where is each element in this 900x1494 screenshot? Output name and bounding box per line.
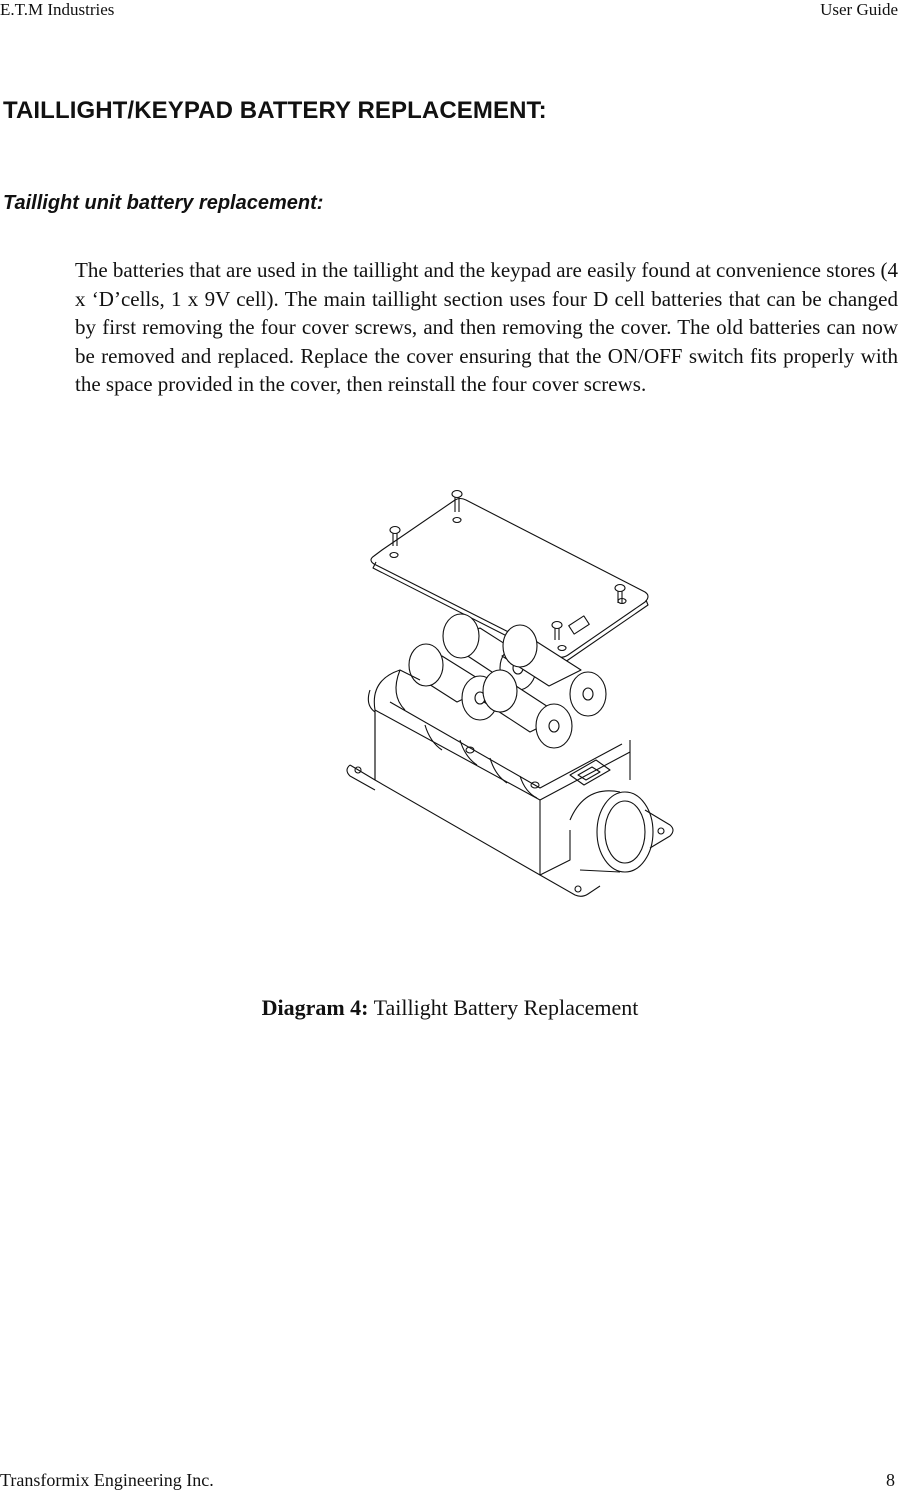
figure-caption — [0, 995, 900, 1021]
header-doc-type: User Guide — [820, 0, 898, 19]
page-number: 8 — [886, 1470, 895, 1490]
footer-company: Transformix Engineering Inc. — [0, 1470, 214, 1490]
header-company: E.T.M Industries — [0, 0, 115, 19]
figure-caption-label: Diagram 4: — [261, 995, 369, 1020]
section-subtitle: Taillight unit battery replacement: — [3, 192, 324, 214]
section-title: TAILLIGHT/KEYPAD BATTERY REPLACEMENT: — [3, 97, 547, 124]
figure-caption-text: Taillight Battery Replacement — [368, 995, 639, 1020]
cover-screws — [390, 491, 626, 651]
instructions-paragraph: The batteries that are used in the taillight and the keypad are easily found at convenience stores (4 x ‘D’cells, 1 x 9V cell). The main taillight section uses four D cell batteries that can be changed by first removing the four cover screws, and then removing the cover. The old batteries can now be removed and replaced. Replace the cover ensuring that the ON/OFF switch fits properly with the space provided in the cover, then reinstall the four cover screws. — [75, 258, 898, 396]
d-cell-batteries — [409, 614, 606, 748]
taillight-battery-diagram — [330, 480, 700, 920]
